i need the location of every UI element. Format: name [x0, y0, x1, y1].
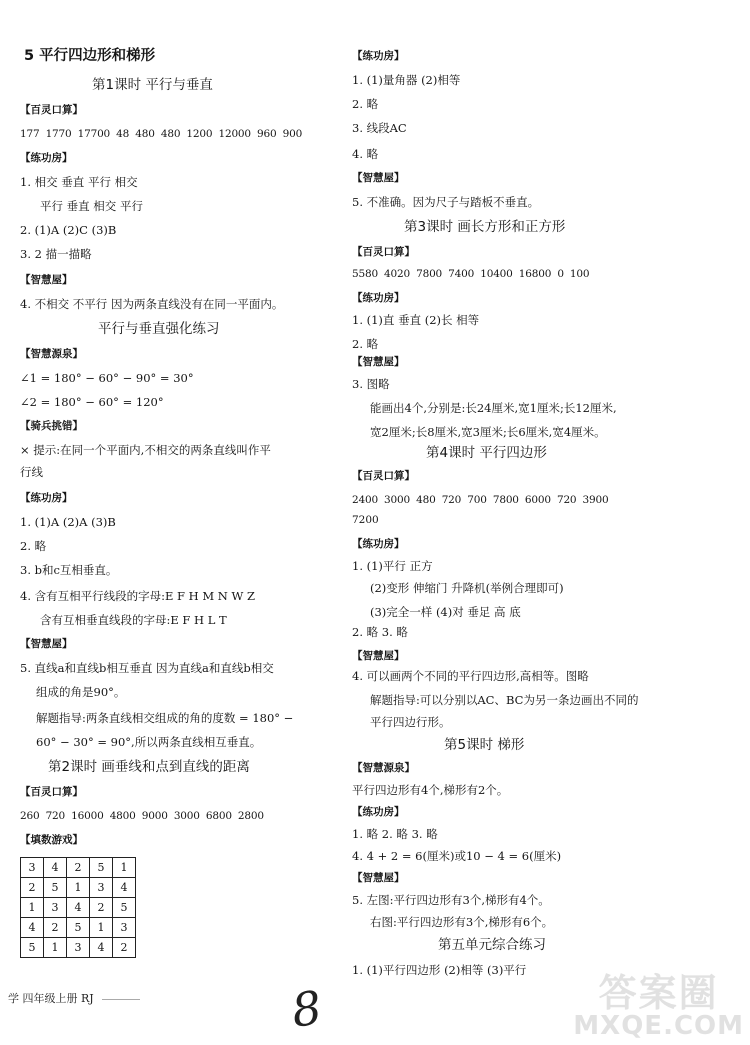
calc-answers: 5580 4020 7800 7400 10400 16800 0 100: [352, 268, 590, 280]
tag-wisdom: 【智慧屋】: [20, 274, 73, 286]
grid-cell: 1: [44, 938, 67, 958]
answer-line: 4. 略: [352, 147, 379, 161]
grid-cell: 1: [113, 858, 136, 878]
answer-line: 4. 4 + 2 = 6(厘米)或10 − 4 = 6(厘米): [352, 849, 562, 863]
answer-line: 含有互相垂直线段的字母:E F H L T: [40, 613, 227, 627]
answer-line: 4. 可以画两个不同的平行四边形,高相等。图略: [352, 669, 589, 683]
answer-line: 3. b和c互相垂直。: [20, 563, 118, 577]
tag-game: 【填数游戏】: [20, 834, 83, 846]
grid-cell: 1: [67, 878, 90, 898]
answer-line: 平行四边形有4个,梯形有2个。: [352, 783, 509, 797]
grid-cell: 5: [67, 918, 90, 938]
tag-wisdom: 【智慧屋】: [20, 638, 73, 650]
footer-divider: [102, 999, 140, 1000]
answer-line: 60° − 30° = 90°,所以两条直线相互垂直。: [36, 735, 262, 749]
answer-line: 3. 图略: [352, 377, 390, 391]
lesson4-title: 第4课时 平行四边形: [426, 445, 547, 461]
answer-line: 1. (1)量角器 (2)相等: [352, 73, 461, 87]
footer-text: 学 四年级上册 RJ: [8, 992, 94, 1005]
grid-cell: 5: [44, 878, 67, 898]
tag-calc: 【百灵口算】: [20, 786, 83, 798]
page-number: 8: [288, 980, 325, 1038]
tag-wisdom: 【智慧屋】: [352, 172, 405, 184]
answer-line: 2. 略: [20, 539, 47, 553]
tag-practice: 【练功房】: [352, 50, 405, 62]
grid-cell: 5: [21, 938, 44, 958]
grid-cell: 3: [67, 938, 90, 958]
tag-wisdom: 【智慧屋】: [352, 872, 405, 884]
lesson3-title: 第3课时 画长方形和正方形: [404, 219, 566, 235]
calc-answers: 2400 3000 480 720 700 7800 6000 720 3900: [352, 494, 609, 506]
unit-review-title: 第五单元综合练习: [438, 937, 546, 953]
grid-cell: 4: [67, 898, 90, 918]
grid-cell: 4: [44, 858, 67, 878]
answer-line: 行线: [20, 465, 43, 479]
answer-line: 平行 垂直 相交 平行: [40, 199, 143, 213]
answer-line: 3. 线段AC: [352, 121, 407, 135]
answer-line: (2)变形 伸缩门 升降机(举例合理即可): [370, 581, 564, 595]
chapter-title: 5 平行四边形和梯形: [24, 48, 156, 64]
grid-cell: 3: [90, 878, 113, 898]
answer-line: 解题指导:可以分别以AC、BC为另一条边画出不同的: [370, 693, 639, 707]
watermark-url: MXQE.COM: [573, 1011, 744, 1041]
answer-line: 2. 略 3. 略: [352, 625, 408, 639]
grid-cell: 3: [21, 858, 44, 878]
grid-row: [21, 878, 136, 898]
tag-practice: 【练功房】: [20, 152, 73, 164]
answer-line: 宽2厘米;长8厘米,宽3厘米;长6厘米,宽4厘米。: [370, 425, 606, 439]
answer-line: 解题指导:两条直线相交组成的角的度数 = 180° −: [36, 711, 294, 725]
calc-answers: 177 1770 17700 48 480 480 1200 12000 960 900: [20, 128, 303, 140]
answer-line: 1. (1)A (2)A (3)B: [20, 515, 116, 529]
answer-line: 2. 略: [352, 97, 379, 111]
grid-cell: 4: [90, 938, 113, 958]
grid-cell: 2: [67, 858, 90, 878]
answer-line: 5. 直线a和直线b相互垂直 因为直线a和直线b相交: [20, 661, 274, 675]
grid-cell: 2: [113, 938, 136, 958]
grid-cell: 4: [21, 918, 44, 938]
grid-cell: 4: [113, 878, 136, 898]
answer-line: 3. 2 描一描略: [20, 247, 92, 261]
answer-line: 1. 相交 垂直 平行 相交: [20, 175, 138, 189]
tag-wisdom: 【智慧屋】: [352, 356, 405, 368]
tag-challenge: 【骑兵挑错】: [20, 420, 83, 432]
answer-line: 组成的角是90°。: [36, 685, 126, 699]
answer-line: 1. 略 2. 略 3. 略: [352, 827, 438, 841]
answer-line: (3)完全一样 (4)对 垂足 高 底: [370, 605, 521, 619]
tag-practice: 【练功房】: [352, 806, 405, 818]
tag-source: 【智慧源泉】: [352, 762, 415, 774]
answer-line: ∠1 = 180° − 60° − 90° = 30°: [20, 371, 194, 385]
grid-cell: 5: [113, 898, 136, 918]
grid-row: [21, 918, 136, 938]
tag-calc: 【百灵口算】: [352, 470, 415, 482]
answer-line: 5. 不准确。因为尺子与踏板不垂直。: [352, 195, 540, 209]
answer-line: 右图:平行四边形有3个,梯形有6个。: [370, 915, 554, 929]
lesson5-title: 第5课时 梯形: [444, 737, 525, 753]
tag-calc: 【百灵口算】: [352, 246, 415, 258]
watermark-logo: 答案圈: [598, 971, 719, 1015]
calc-answers-cont: 7200: [352, 514, 379, 526]
tag-practice: 【练功房】: [352, 292, 405, 304]
answer-line: × 提示:在同一个平面内,不相交的两条直线叫作平: [20, 443, 271, 457]
tag-source: 【智慧源泉】: [20, 348, 83, 360]
answer-line: 4. 含有互相平行线段的字母:E F H M N W Z: [20, 589, 255, 603]
grid-cell: 3: [44, 898, 67, 918]
grid-cell: 2: [44, 918, 67, 938]
answer-line: 1. (1)平行四边形 (2)相等 (3)平行: [352, 963, 527, 977]
lesson1-title: 第1课时 平行与垂直: [92, 77, 213, 93]
answer-line: 2. 略: [352, 337, 379, 351]
grid-cell: 3: [113, 918, 136, 938]
number-grid: [20, 857, 136, 958]
answer-line: 能画出4个,分别是:长24厘米,宽1厘米;长12厘米,: [370, 401, 617, 415]
grid-cell: 5: [90, 858, 113, 878]
tag-practice: 【练功房】: [20, 492, 73, 504]
answer-line: 平行四边行形。: [370, 715, 451, 729]
answer-line: 2. (1)A (2)C (3)B: [20, 223, 117, 237]
answer-line: ∠2 = 180° − 60° = 120°: [20, 395, 164, 409]
calc-answers: 260 720 16000 4800 9000 3000 6800 2800: [20, 810, 264, 822]
grid-cell: 1: [90, 918, 113, 938]
lesson2-title: 第2课时 画垂线和点到直线的距离: [48, 759, 250, 775]
answer-line: 1. (1)平行 正方: [352, 559, 433, 573]
reinforce-title: 平行与垂直强化练习: [98, 321, 220, 337]
grid-cell: 2: [21, 878, 44, 898]
answer-line: 5. 左图:平行四边形有3个,梯形有4个。: [352, 893, 550, 907]
page-footer: [8, 990, 140, 1006]
answer-line: 4. 不相交 不平行 因为两条直线没有在同一平面内。: [20, 297, 284, 311]
grid-cell: 2: [90, 898, 113, 918]
grid-row: [21, 858, 136, 878]
grid-row: [21, 898, 136, 918]
grid-row: [21, 938, 136, 958]
tag-calc: 【百灵口算】: [20, 104, 83, 116]
tag-practice: 【练功房】: [352, 538, 405, 550]
grid-cell: 1: [21, 898, 44, 918]
tag-wisdom: 【智慧屋】: [352, 650, 405, 662]
answer-line: 1. (1)直 垂直 (2)长 相等: [352, 313, 480, 327]
watermark: [573, 962, 744, 1041]
